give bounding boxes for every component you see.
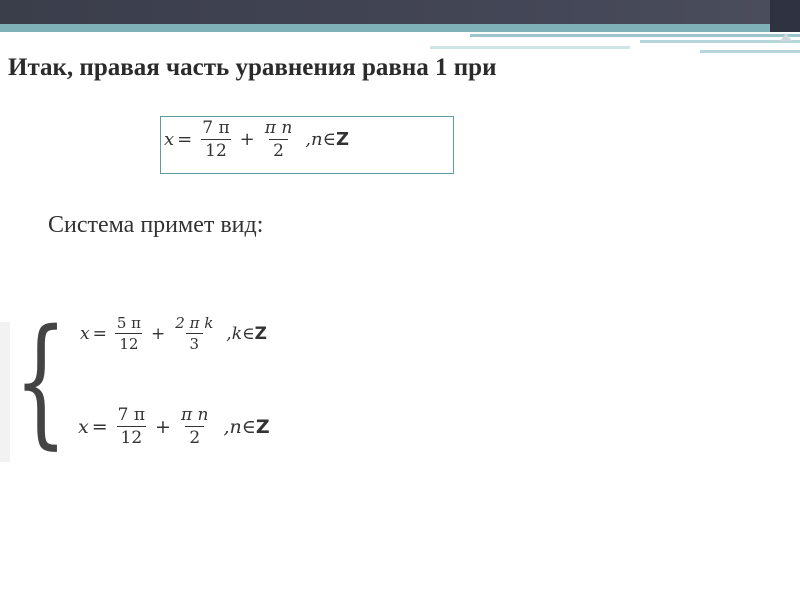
fraction-denominator: 12 [117,426,147,448]
fraction-numerator: 7 π [117,405,146,425]
formula-variable: x [78,415,89,438]
integer-set-symbol: Z [254,323,267,344]
integer-set-symbol: Z [255,415,270,438]
fraction-denominator: 3 [186,333,204,353]
formula-equals: = [91,415,108,438]
system-line-2 [78,405,270,448]
system-brace: { [14,300,68,463]
formula-plus: + [155,415,171,438]
formula-fraction [171,314,217,353]
banner-stripe [640,40,800,43]
formula-tail-variable: ,n [305,129,323,150]
banner-corner-block [770,0,800,32]
element-of-symbol: ∈ [241,415,256,438]
formula-tail-variable: ,n [223,415,242,438]
system-intro-text: Система примет вид: [48,212,264,238]
formula-fraction [113,314,145,353]
banner-stripe [430,46,630,49]
formula-fraction [114,405,149,448]
formula-plus: + [151,323,166,344]
brace-background [0,322,10,462]
formula-variable: x [80,323,90,344]
system-line-1 [80,314,267,353]
formula-equals: = [92,323,107,344]
slide-heading: Итак, правая часть уравнения равна 1 при [8,54,497,81]
formula-fraction [198,118,233,161]
fraction-denominator: 12 [201,139,231,161]
fraction-numerator: 2 π k [175,314,214,332]
banner-stripe [470,34,800,37]
slide-header-banner [0,0,800,60]
banner-dark-band [0,0,800,24]
banner-stripe [700,50,800,53]
element-of-symbol: ∈ [242,323,255,344]
banner-teal-band [0,24,800,32]
integer-set-symbol: Z [335,129,349,150]
fraction-numerator: π n [180,405,209,425]
formula-fraction [261,118,297,161]
fraction-denominator: 2 [185,426,204,448]
fraction-denominator: 2 [269,139,288,161]
fraction-denominator: 12 [115,333,142,353]
fraction-numerator: 5 π [116,314,142,332]
formula-equals: = [177,129,193,150]
triangle-marker-icon [780,33,792,41]
fraction-numerator: π n [264,118,293,138]
formula-plus: + [239,129,255,150]
fraction-numerator: 7 π [202,118,230,138]
element-of-symbol: ∈ [322,129,336,150]
formula-variable: x [164,129,175,150]
main-formula [164,118,349,161]
formula-fraction [177,405,213,448]
formula-tail-variable: ,k [226,323,243,344]
